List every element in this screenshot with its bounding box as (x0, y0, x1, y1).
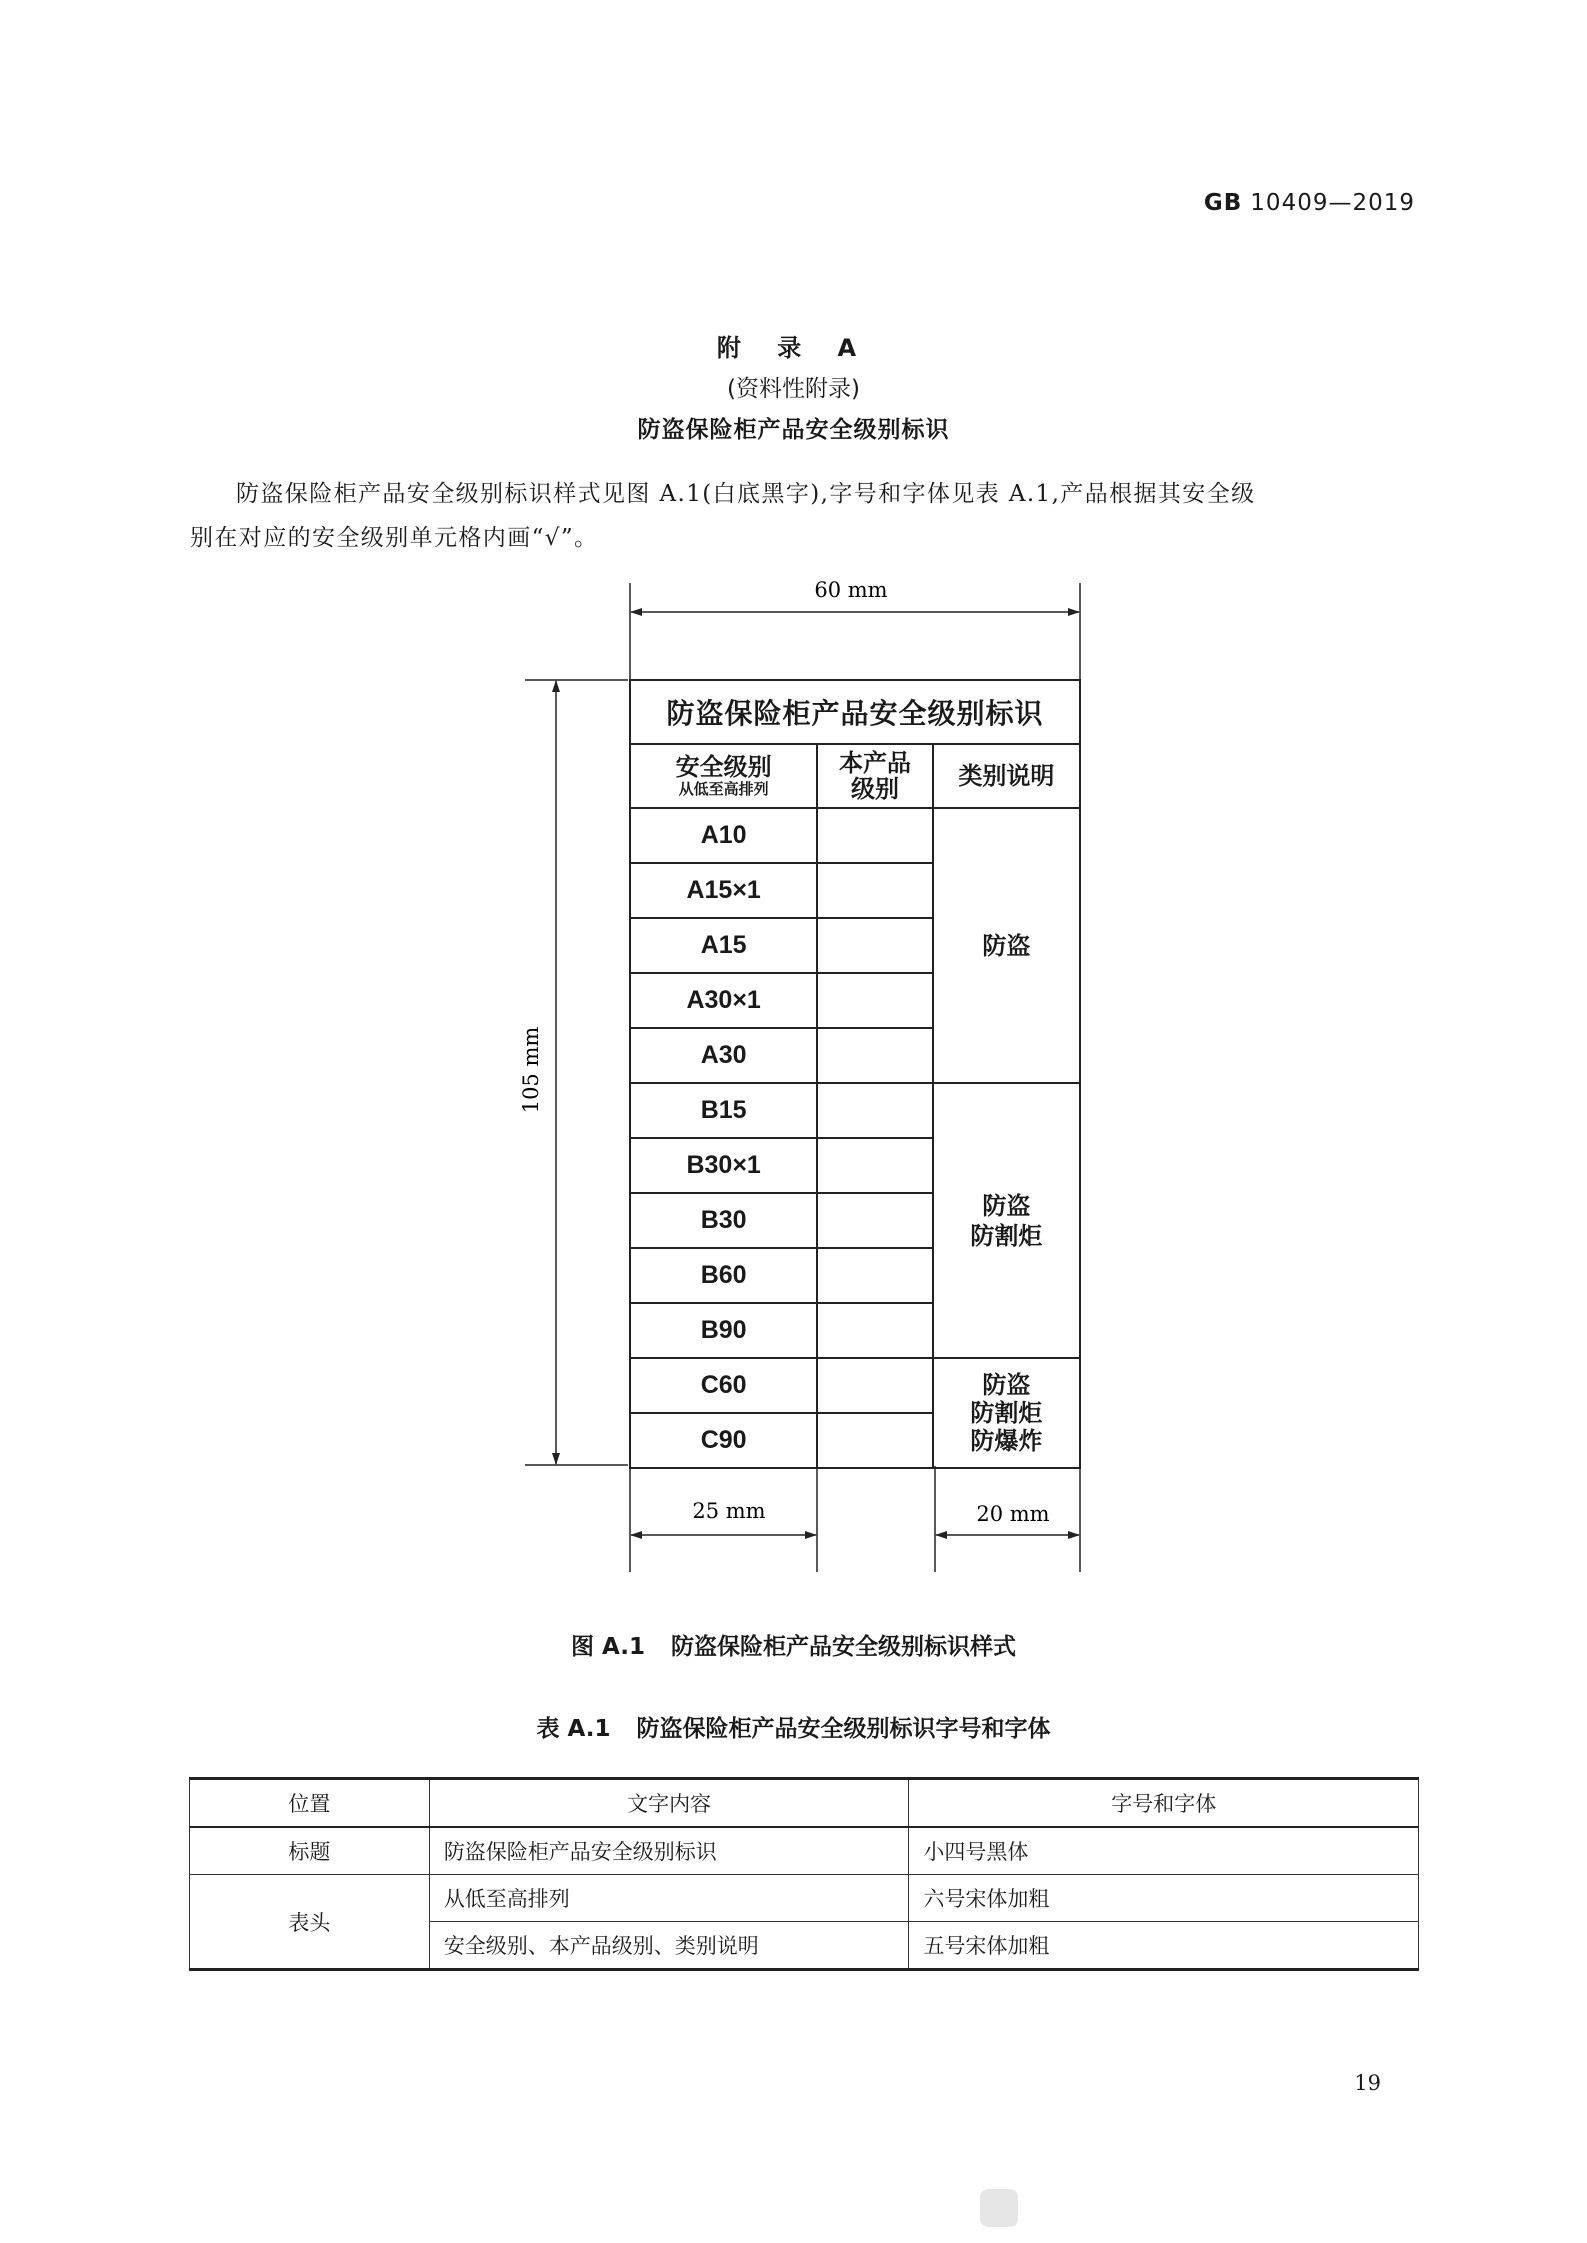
annex-type: (资料性附录) (727, 376, 860, 402)
check-cell[interactable] (817, 1193, 932, 1248)
head-category (933, 744, 1080, 808)
figure-caption-number: 图 A.1 (571, 1634, 645, 1660)
paragraph-line-2: 别在对应的安全级别单元格内画“√”。 (190, 525, 599, 551)
head-product-level (817, 744, 932, 808)
figure-caption (0, 1628, 1587, 1661)
dim-col1-label: 25 mm (692, 1499, 766, 1523)
check-cell[interactable] (817, 808, 932, 863)
figure-caption-text: 防盗保险柜产品安全级别标识样式 (670, 1634, 1016, 1660)
level-cell: A15×1 (630, 863, 817, 918)
level-cell: B30×1 (630, 1138, 817, 1193)
col-header-position: 位置 (190, 1779, 430, 1828)
category-a-text: 防盗 (982, 931, 1031, 960)
scroll-marker (980, 2189, 1018, 2227)
table-caption-number: 表 A.1 (536, 1716, 611, 1742)
check-cell[interactable] (817, 1248, 932, 1303)
cell-font: 六号宋体加粗 (909, 1875, 1419, 1922)
cell-text: 从低至高排列 (429, 1875, 909, 1922)
standard-number: 10409—2019 (1250, 190, 1415, 216)
dim-col3-label: 20 mm (976, 1502, 1050, 1526)
annex-title: 附 录 A (716, 334, 871, 362)
col-header-font: 字号和字体 (909, 1779, 1419, 1828)
check-cell[interactable] (817, 1083, 932, 1138)
check-cell[interactable] (817, 1028, 932, 1083)
level-cell: B15 (630, 1083, 817, 1138)
check-cell[interactable] (817, 1413, 932, 1468)
dim-height-label: 105 mm (519, 1026, 543, 1114)
paragraph-line-1: 防盗保险柜产品安全级别标识样式见图 A.1(白底黑字),字号和字体见表 A.1,产品根据其安全级 (236, 481, 1256, 507)
level-cell: A30×1 (630, 973, 817, 1028)
table-header-row (190, 1779, 1419, 1828)
label-header-row (630, 744, 1080, 808)
category-b-line1: 防盗 (982, 1191, 1031, 1220)
dim-width-label: 60 mm (814, 578, 888, 602)
check-cell[interactable] (817, 918, 932, 973)
annex-subtitle: 防盗保险柜产品安全级别标识 (637, 417, 950, 443)
level-cell: C90 (630, 1413, 817, 1468)
page-number: 19 (1354, 2071, 1381, 2095)
check-cell[interactable] (817, 973, 932, 1028)
level-cell: C60 (630, 1358, 817, 1413)
table-caption-text: 防盗保险柜产品安全级别标识字号和字体 (636, 1716, 1051, 1742)
check-cell[interactable] (817, 1303, 932, 1358)
level-cell: A30 (630, 1028, 817, 1083)
category-c-line1: 防盗 (982, 1371, 1031, 1399)
col-header-text: 文字内容 (429, 1779, 909, 1828)
check-cell[interactable] (817, 1358, 932, 1413)
category-anti-cutting (933, 1083, 1080, 1358)
table-row (190, 1875, 1419, 1922)
level-cell: A10 (630, 808, 817, 863)
font-spec-table (189, 1777, 1419, 1971)
intro-paragraph (190, 472, 1415, 560)
check-cell[interactable] (817, 863, 932, 918)
cell-position: 表头 (190, 1875, 430, 1970)
level-cell: B60 (630, 1248, 817, 1303)
head-security-level-sub: 从低至高排列 (678, 780, 769, 798)
cell-text: 安全级别、本产品级别、类别说明 (429, 1922, 909, 1970)
category-c-line3: 防爆炸 (970, 1427, 1043, 1455)
head-security-level-main: 安全级别 (675, 753, 772, 781)
standard-code (1204, 190, 1415, 216)
level-cell: A15 (630, 918, 817, 973)
cell-font: 五号宋体加粗 (909, 1922, 1419, 1970)
standard-prefix: GB (1203, 190, 1243, 216)
head-product-level-l2: 级别 (851, 775, 900, 803)
cell-font: 小四号黑体 (909, 1827, 1419, 1875)
label-title: 防盗保险柜产品安全级别标识 (630, 680, 1080, 744)
head-security-level (630, 744, 817, 808)
level-cell: B30 (630, 1193, 817, 1248)
check-cell[interactable] (817, 1138, 932, 1193)
cell-position: 标题 (190, 1827, 430, 1875)
category-anti-theft (933, 808, 1080, 1083)
level-cell: B90 (630, 1303, 817, 1358)
cell-text: 防盗保险柜产品安全级别标识 (429, 1827, 909, 1875)
head-category-label: 类别说明 (958, 762, 1055, 790)
table-row (190, 1827, 1419, 1875)
table-caption (0, 1710, 1587, 1743)
head-product-level-l1: 本产品 (839, 749, 912, 777)
category-c-line2: 防割炬 (970, 1399, 1043, 1427)
security-label-figure (629, 679, 1081, 1469)
category-anti-explosion (933, 1358, 1080, 1468)
category-b-line2: 防割炬 (970, 1221, 1043, 1250)
